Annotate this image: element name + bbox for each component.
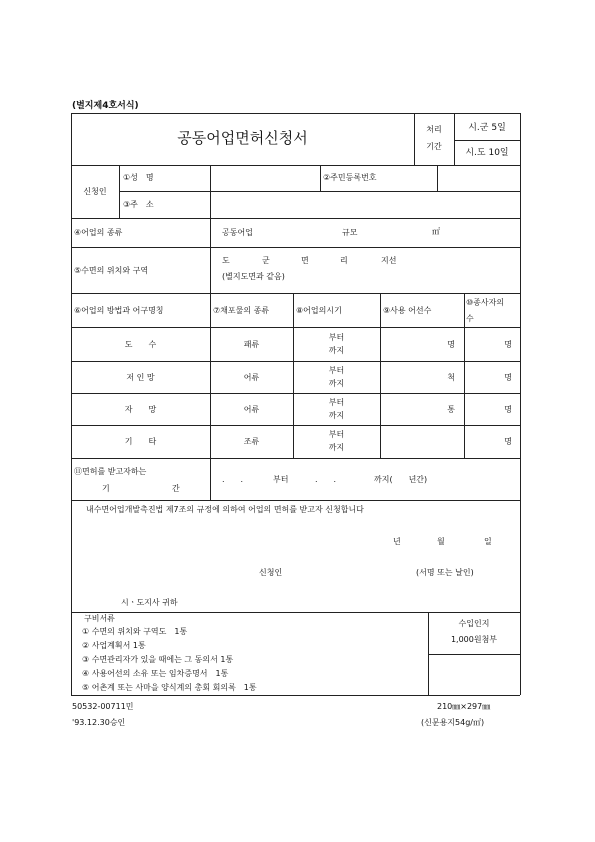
stamp-amount: 1,000원첨부 [450, 635, 498, 644]
name-field[interactable] [211, 166, 319, 190]
season-from: 부터 [328, 430, 345, 439]
workers-label-1: ⑩종사자의 [466, 298, 505, 307]
date-day: 일 [484, 537, 492, 546]
license-period-label-b: 간 [172, 484, 180, 493]
catch-type: 패류 [243, 340, 260, 349]
footer-size: 210㎜×297㎜ [437, 702, 491, 711]
document-item: ④ 사용어선의 소유 또는 임차증명서 1통 [82, 669, 229, 678]
document-item: ③ 수면관리자가 있을 때에는 그 동의서 1통 [82, 655, 234, 664]
footer-paper: (신문용지54g/㎡) [421, 718, 485, 727]
location-label: ⑤수면의 위치와 구역 [74, 266, 149, 275]
season-to: 까지 [328, 411, 345, 420]
license-period-label-a: 기 [102, 484, 110, 493]
workers-label-2: 수 [466, 314, 474, 323]
fishery-type-label: ④어업의 종류 [74, 228, 123, 237]
fishery-type-value: 공동어업 [222, 228, 253, 237]
license-period-label: ⑪면허를 받고자하는 [74, 467, 147, 476]
signer-label: 신청인 [259, 568, 283, 577]
vessel-unit: 통 [447, 405, 455, 414]
worker-unit: 명 [504, 405, 512, 414]
documents-title: 구비서류 [84, 614, 115, 623]
resident-number-label: ②주민등록번호 [323, 173, 377, 182]
catch-type: 어류 [243, 405, 260, 414]
worker-unit: 명 [504, 373, 512, 382]
document-item-clipped [72, 683, 519, 694]
season-to: 까지 [328, 443, 345, 452]
resident-number-field[interactable] [438, 166, 519, 190]
season-to: 까지 [328, 379, 345, 388]
catch-type: 조류 [243, 437, 260, 446]
vessel-unit: 척 [447, 373, 455, 382]
method-label: ⑥어업의 방법과 어구명칭 [74, 306, 164, 315]
document-item: ① 수면의 위치와 구역도 1통 [82, 627, 188, 636]
scale-label: 규모 [342, 228, 358, 237]
season-to: 까지 [328, 346, 345, 355]
declaration-text: 내수면어업개발촉진법 제7조의 규정에 의하여 어업의 면허를 받고자 신청합니다 [86, 505, 364, 514]
method-name: 기 타 [124, 437, 157, 446]
worker-unit: 명 [504, 340, 512, 349]
license-from: 부터 [273, 475, 289, 484]
location-village: 리 [340, 256, 348, 265]
stamp-label: 수입인지 [458, 619, 490, 628]
location-coast: 지선 [381, 256, 397, 265]
worker-unit: 명 [504, 437, 512, 446]
method-name: 자 망 [124, 405, 157, 414]
license-start-date: . . [222, 475, 244, 484]
processing-label-1: 처리 [426, 125, 442, 134]
catch-type: 어류 [243, 373, 260, 382]
date-year: 년 [393, 537, 401, 546]
method-name: 도 수 [124, 340, 157, 349]
processing-label-2: 기간 [426, 142, 442, 151]
address-label: ③주 소 [123, 200, 154, 209]
season-from: 부터 [328, 398, 345, 407]
address-field[interactable] [211, 192, 519, 217]
name-label: ①성 명 [123, 173, 154, 182]
location-county: 군 [262, 256, 270, 265]
form-number: (별지제4호서식) [72, 101, 139, 111]
season-label: ⑧어업의시기 [296, 306, 342, 315]
location-town: 면 [301, 256, 309, 265]
vessel-unit: 명 [447, 340, 455, 349]
license-end-date: . . [315, 475, 337, 484]
date-month: 월 [437, 537, 445, 546]
document-item: ② 사업계획서 1통 [82, 641, 146, 650]
catch-type-label: ⑦채포물의 종류 [213, 306, 270, 315]
processing-period-province: 시.도 10일 [465, 148, 509, 158]
location-note: (별지도면과 같음) [222, 272, 285, 281]
form-title: 공동어업면허신청서 [177, 129, 308, 147]
footer-approved: '93.12.30승인 [72, 718, 126, 727]
processing-period-city: 시.군 5일 [468, 123, 506, 133]
footer-code: 50532-00711민 [72, 702, 134, 711]
season-from: 부터 [328, 366, 345, 375]
license-to: 까지( 년간) [374, 475, 428, 484]
applicant-label: 신청인 [83, 187, 107, 196]
location-province: 도 [222, 256, 230, 265]
vessels-label: ⑨사용 어선수 [383, 306, 432, 315]
scale-unit: ㎡ [432, 227, 440, 236]
addressee: 시ㆍ도지사 귀하 [121, 598, 178, 607]
signature-note: (서명 또는 날인) [416, 568, 474, 577]
season-from: 부터 [328, 333, 345, 342]
method-name: 저 인 망 [126, 373, 155, 382]
document-item: ⑤ 어촌계 또는 사마을 양식계의 총회 회의록 1통 [82, 683, 257, 692]
